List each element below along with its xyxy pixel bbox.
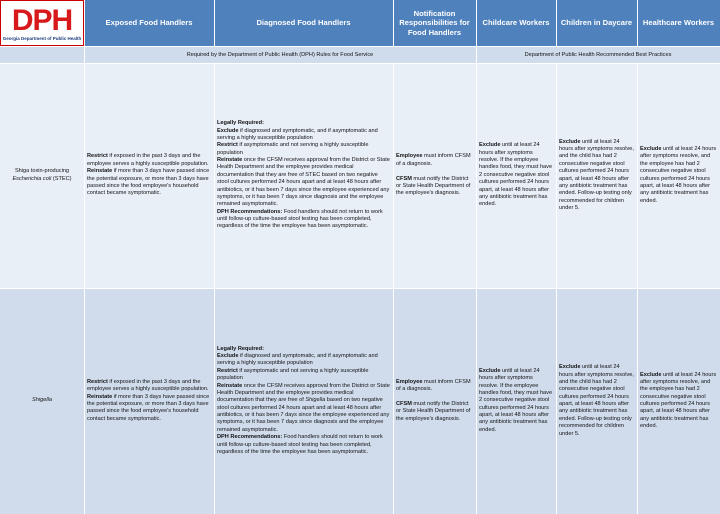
restrict-text: if exposed in the past 3 days and the employee serves a highly susceptible population.	[87, 378, 209, 393]
pathogen-prefix: Shiga toxin-producing	[14, 168, 70, 175]
reinstate-label: Reinstate	[217, 157, 243, 164]
shigella-exposed	[84, 288, 214, 514]
header-diagnosed: Diagnosed Food Handlers	[214, 0, 393, 46]
grid-line	[393, 0, 394, 46]
reinstate-text: if more than 3 days have passed since the potential exposure, or more than 3 days have passed since the food employee's household contact became symptomatic.	[87, 393, 210, 422]
cfsm-text: must notify the District or State Health Department of the employee's diagnosis.	[396, 401, 471, 422]
header-exposed: Exposed Food Handlers	[84, 0, 214, 46]
grid-line	[476, 0, 477, 514]
exclude-text: if diagnosed and symptomatic, and if asymptomatic and serving a highly susceptible population	[217, 353, 378, 367]
grid-line	[0, 46, 720, 47]
shigella-healthcare	[637, 288, 720, 514]
employee-text: must inform CFSM of a diagnosis.	[396, 378, 471, 393]
reinstate-pathogen: Shigella	[305, 397, 326, 404]
shigella-diagnosed	[214, 288, 393, 514]
restrict-text: if asymptomatic and not serving a highly susceptible population	[217, 367, 369, 382]
shigella-childcare	[476, 288, 556, 514]
header-children: Children in Daycare	[556, 0, 637, 46]
restrict-label: Restrict	[217, 142, 238, 149]
cfsm-label: CFSM	[396, 401, 412, 407]
restrict-label: Restrict	[87, 153, 108, 160]
employee-label: Employee	[396, 153, 423, 160]
stec-childcare	[476, 63, 556, 288]
reinstate-label: Reinstate	[87, 168, 113, 175]
exclude-label: Exclude	[559, 138, 581, 145]
grid-line	[214, 0, 215, 46]
grid-line	[0, 288, 720, 289]
logo-text: DPH	[11, 3, 73, 37]
reinstate-label: Reinstate	[87, 393, 113, 400]
legal-label: Legally Required:	[217, 120, 264, 127]
exclude-label: Exclude	[217, 127, 239, 134]
shigella-notification	[393, 288, 476, 514]
exclude-text: until at least 24 hours after symptoms resolve. If the employee handles food, they must have 2 consecutive negative stool cultures performed 24 hours apart, at least 48 hours after any antibiotic treatment has ended.	[479, 367, 553, 433]
legal-label: Legally Required:	[217, 345, 264, 352]
exclude-label: Exclude	[640, 371, 662, 378]
exclude-text: until at least 24 hours after symptoms resolve, and the employee has had 2 consecutive negative stool cultures performed 24 hours apart, at least 48 hours after any antibiotic treatment has ended.	[640, 146, 717, 204]
pathogen-suffix: (STEC)	[52, 175, 72, 182]
employee-label: Employee	[396, 378, 423, 385]
subheader-blank	[0, 46, 84, 63]
dph-text: Food handlers should not return to work until follow-up culture-based stool testing has been completed, regardless of the time the employee has been asymptomatic.	[217, 434, 383, 455]
header-healthcare: Healthcare Workers	[637, 0, 720, 46]
exclude-text: until at least 24 hours after symptoms resolve, and the child has had 2 consecutive negative stool cultures performed 24 hours apart, at least 48 hours after any antibiotic treatment has ended. Follow-up testing only recommended for children under 5.	[559, 138, 634, 211]
restrict-label: Restrict	[87, 378, 108, 385]
exclude-label: Exclude	[217, 353, 239, 360]
subheader-recommended: Department of Public Health Recommended Best Practices	[476, 46, 720, 63]
grid-line	[84, 0, 85, 514]
cfsm-text: must notify the District or State Health Department of the employee's diagnosis.	[396, 175, 471, 197]
exclude-text: until at least 24 hours after symptoms resolve, and the child has had 2 consecutive negative stool cultures performed 24 hours apart, at least 48 hours after any antibiotic treatment has ended. Follow-up testing only recommended for children under 5.	[559, 364, 634, 437]
employee-text: must inform CFSM of a diagnosis.	[396, 153, 471, 167]
logo-subtitle: Georgia Department of Public Health	[2, 35, 82, 41]
exclude-label: Exclude	[479, 367, 501, 374]
stec-children	[556, 63, 637, 288]
restrict-text: if exposed in the past 3 days and the employee serves a highly susceptible population.	[87, 153, 209, 167]
reinstate-text-cont: based on two negative stool cultures performed 24 hours apart and at least 48 hours after antibiotics, or it has been 7 days since the employee experienced any symptoms, or it has been 7 days since diagnosis and the employee remained asymptomatic.	[217, 397, 390, 433]
stec-exposed	[84, 63, 214, 288]
pathogen-name: Shigella	[32, 397, 52, 404]
pathogen-shigella	[0, 288, 84, 514]
exclude-label: Exclude	[640, 146, 662, 152]
exclude-text: if diagnosed and symptomatic, and if asymptomatic and serving a highly susceptible population	[217, 127, 378, 141]
reinstate-text: once the CFSM receives approval from the District or State Health Department and the employee provides medical documentation that they are free of	[217, 382, 390, 404]
restrict-text: if asymptomatic and not serving a highly susceptible population	[217, 142, 369, 156]
subheader-required: Required by the Department of Public Health (DPH) Rules for Food Service	[84, 46, 476, 63]
restrict-label: Restrict	[217, 367, 238, 374]
cfsm-label: CFSM	[396, 175, 412, 182]
stec-healthcare	[637, 63, 720, 288]
header-notification: Notification Responsibilities for Food Handlers	[393, 0, 476, 46]
grid-line	[556, 0, 557, 46]
shigella-children	[556, 288, 637, 514]
grid-line	[637, 0, 638, 46]
pathogen-name: Escherichia coli	[12, 175, 52, 182]
stec-diagnosed	[214, 63, 393, 288]
reinstate-text: once the CFSM receives approval from the District or State Health Department and the employee provides medical documentation that they are free of STEC based on two negative stool cultures performed 24 hours apart and at least 48 hours after antibiotics, or it has been 7 days since the employee experienced any symptoms, or it has been 7 days since diagnosis and the employee remained asymptomatic.	[217, 157, 390, 208]
exclude-text: until at least 24 hours after symptoms resolve, and the employee has had 2 consecutive negative stool cultures performed 24 hours apart, at least 48 hours after any antibiotic treatment has ended.	[640, 371, 717, 430]
exclude-label: Exclude	[559, 364, 581, 371]
dph-logo	[0, 0, 84, 46]
dph-label: DPH Recommendations:	[217, 208, 283, 215]
header-childcare: Childcare Workers	[476, 0, 556, 46]
grid-line	[0, 63, 720, 64]
stec-notification	[393, 63, 476, 288]
dph-text: Food handlers should not return to work until follow-up culture-based stool testing has been completed, regardless of the time the employee has been asymptomatic.	[217, 208, 383, 230]
exclude-label: Exclude	[479, 142, 501, 149]
pathogen-stec	[0, 63, 84, 288]
exclude-text: until at least 24 hours after symptoms resolve. If the employee handles food, they must have 2 consecutive negative stool cultures performed 24 hours apart, at least 48 hours after any antibiotic treatment has ended.	[479, 142, 553, 208]
reinstate-text: if more than 3 days have passed since the potential exposure, or more than 3 days have passed since the food employee's household contact became symptomatic.	[87, 168, 210, 197]
reinstate-label: Reinstate	[217, 382, 243, 389]
dph-label: DPH Recommendations:	[217, 434, 283, 441]
